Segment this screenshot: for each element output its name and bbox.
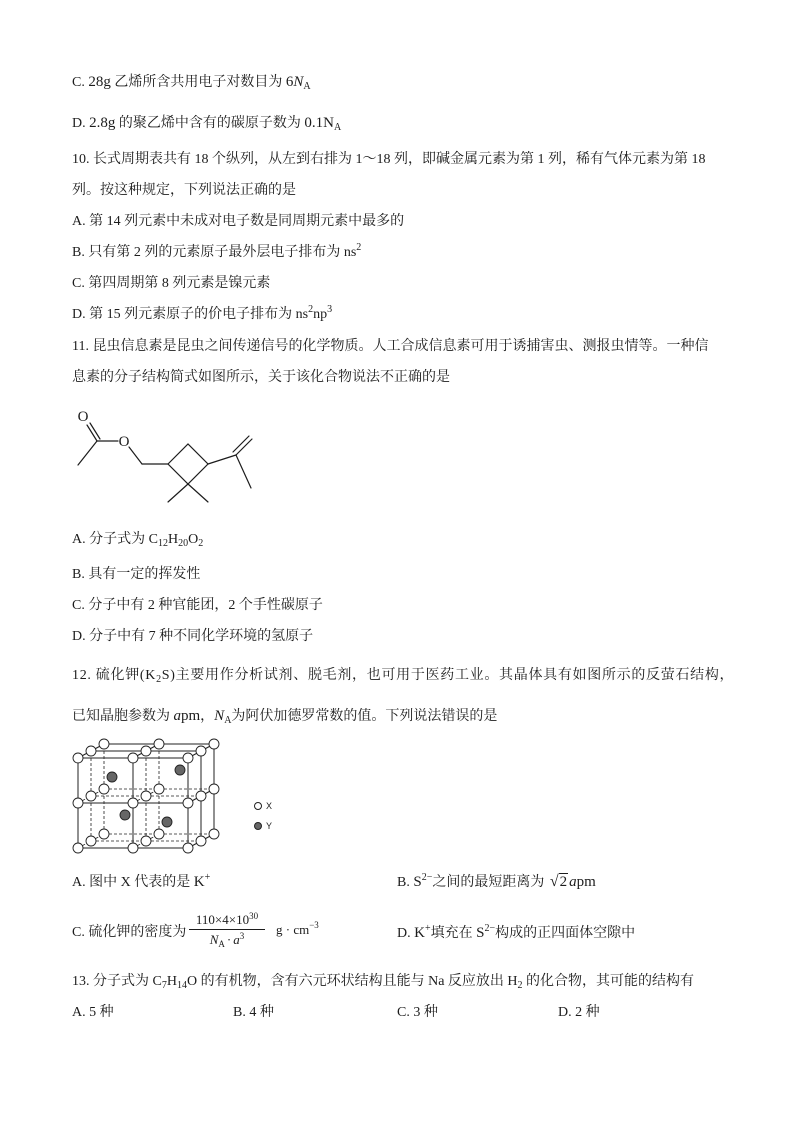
- gem-methyl-bond: [188, 484, 208, 502]
- option-text: 的聚乙烯中含有的碳原子数为: [118, 116, 301, 131]
- x-ion-atom: [86, 791, 96, 801]
- q10-option-a[interactable]: A. 第 14 列元素中未成对电子数是同周期元素中最多的: [72, 214, 405, 229]
- stem-text: 已知晶胞参数为: [72, 709, 170, 724]
- filled-circle-icon: [254, 822, 262, 830]
- y-ion-atom: [120, 810, 130, 820]
- x-ion-atom: [141, 746, 151, 756]
- comma: ，: [200, 709, 215, 724]
- y-ion-atom: [107, 772, 117, 782]
- superscript: −3: [309, 920, 319, 930]
- option-text: 乙烯所含共用电子对数目为: [114, 75, 283, 90]
- q13-option-a[interactable]: A. 5 种: [72, 1005, 114, 1020]
- superscript: 2−: [484, 923, 496, 934]
- q9-option-d[interactable]: [72, 113, 341, 135]
- avogadro-symbol: N: [323, 115, 334, 131]
- formula-s: S): [161, 668, 176, 683]
- square-root-sign: √: [549, 873, 559, 890]
- x-ion-atom: [128, 798, 138, 808]
- x-ion-atom: [154, 739, 164, 749]
- x-ion-atom: [183, 798, 193, 808]
- avogadro-symbol: N: [214, 708, 225, 724]
- ion-s: S: [413, 874, 422, 890]
- superscript: 2: [356, 242, 362, 253]
- carbonyl-double-bond: [87, 425, 97, 441]
- anti-fluorite-unit-cell: [65, 735, 225, 860]
- superscript: +: [424, 923, 431, 934]
- subscript: 14: [176, 980, 187, 991]
- avogadro-subscript: A: [303, 81, 311, 92]
- multiplication-dot: ·: [226, 932, 232, 947]
- y-ion-atom: [175, 765, 185, 775]
- superscript: 3: [239, 931, 245, 941]
- legend-x-label: X: [266, 801, 273, 811]
- legend-y-label: Y: [266, 821, 273, 831]
- fraction-numerator: [189, 911, 265, 930]
- unit-text: g · cm: [276, 922, 310, 937]
- oxygen-methylene-bond: [129, 447, 142, 464]
- superscript: 2−: [421, 872, 433, 883]
- unit: pm: [576, 874, 596, 890]
- stem-text: 12. 硫化钾: [72, 668, 140, 683]
- option-text: C. 硫化钾的密度为: [72, 925, 187, 940]
- x-ion-atom: [99, 829, 109, 839]
- density-fraction: [189, 911, 265, 950]
- stem-text: 的化合物，其可能的结构有: [522, 974, 695, 989]
- q12-stem-line-2: [72, 706, 497, 728]
- x-ion-atom: [141, 836, 151, 846]
- coefficient: 6: [285, 74, 294, 90]
- q11-stem-line-2: 息素的分子结构简式如图所示，关于该化合物说法不正确的是: [72, 370, 450, 385]
- stem-text: 13. 分子式为 C: [72, 974, 162, 989]
- x-ion-atom: [128, 843, 138, 853]
- q10-option-d[interactable]: [72, 305, 332, 326]
- stem-text: O 的有机物，含有六元环状结构且能与 Na 反应放出 H: [186, 974, 518, 989]
- gem-methyl-bond: [168, 484, 188, 502]
- q10-option-c[interactable]: C. 第四周期第 8 列元素是镍元素: [72, 276, 271, 291]
- x-ion-atom: [73, 843, 83, 853]
- subscript: 20: [178, 538, 189, 549]
- option-label: D.: [72, 116, 86, 131]
- x-ion-atom: [209, 829, 219, 839]
- avogadro-subscript: A: [333, 122, 342, 133]
- mass-value: 28g: [88, 74, 111, 90]
- orbital-text: np: [313, 307, 328, 322]
- q9-option-c[interactable]: [72, 72, 311, 94]
- ion-k: K: [414, 925, 425, 941]
- x-ion-atom: [196, 836, 206, 846]
- open-circle-icon: [254, 802, 262, 810]
- x-ion-atom: [209, 784, 219, 794]
- superscript: 30: [249, 911, 259, 921]
- ring-isopropenyl-bond: [208, 455, 236, 464]
- x-ion-atom: [86, 746, 96, 756]
- q11-option-a[interactable]: [72, 530, 203, 551]
- lattice-parameter-symbol: a: [569, 874, 577, 890]
- x-ion-atom: [73, 753, 83, 763]
- x-ion-atom: [99, 739, 109, 749]
- stem-text: 为阿伏加德罗常数的值。下列说法错误的是: [231, 709, 498, 724]
- q12-option-c[interactable]: [72, 923, 186, 943]
- q13-option-b[interactable]: B. 4 种: [233, 1005, 274, 1020]
- superscript: 2: [308, 304, 314, 315]
- q11-stem-line-1: 11. 昆虫信息素是昆虫之间传递信号的化学物质。人工合成信息素可用于诱捕害虫、测报虫情等。一种信: [72, 339, 709, 354]
- subscript: 12: [157, 538, 168, 549]
- x-ion-atom: [183, 843, 193, 853]
- option-text: A. 图中 X 代表的是: [72, 875, 191, 890]
- x-ion-atom: [196, 791, 206, 801]
- option-text: D. 第 15 列元素原子的价电子排布为 ns: [72, 307, 309, 322]
- q12-option-a[interactable]: [72, 872, 210, 894]
- x-ion-atom: [141, 791, 151, 801]
- superscript: 3: [327, 304, 333, 315]
- q10-stem-line-2: 列。按这种规定，下列说法正确的是: [72, 183, 296, 198]
- q11-option-b[interactable]: B. 具有一定的挥发性: [72, 567, 201, 582]
- subscript: 2: [156, 674, 162, 685]
- y-ion-atom: [162, 817, 172, 827]
- x-ion-atom: [154, 784, 164, 794]
- option-text: A. 分子式为: [72, 532, 146, 547]
- stem-text: H: [166, 974, 177, 989]
- x-ion-atom: [128, 753, 138, 763]
- q12-stem-line-1: [72, 666, 734, 687]
- molecule-skeletal-formula: [60, 400, 265, 510]
- option-label: C.: [72, 75, 85, 90]
- cyclobutane-ring: [168, 444, 208, 484]
- stem-text: 主要用作分析试剂、脱毛剂，也可用于医药工业。其晶体具有如图所示的反萤石结构，: [175, 668, 735, 683]
- option-text: 填充在: [430, 926, 473, 941]
- option-label: B.: [397, 875, 410, 890]
- mass-value: 2.8g: [89, 115, 116, 131]
- option-text: B. 只有第 2 列的元素原子最外层电子排布为 ns: [72, 245, 357, 260]
- isopropenyl-methyl-bond: [236, 455, 251, 488]
- q10-stem-line-1: 10. 长式周期表共有 18 个纵列，从左到右排为 1～18 列，即碱金属元素为第 1 列，稀有气体元素为第 18: [72, 152, 706, 167]
- option-text: 构成的正四面体空隙中: [495, 926, 636, 941]
- avogadro-subscript: A: [218, 939, 225, 949]
- coefficient: 0.1: [304, 115, 324, 131]
- q13-option-c[interactable]: C. 3 种: [397, 1005, 438, 1020]
- subscript: 2: [517, 980, 523, 991]
- element-o: O: [188, 532, 199, 547]
- formula-k: (K: [139, 668, 157, 683]
- avogadro-symbol: N: [293, 74, 304, 90]
- option-label: D.: [397, 926, 411, 941]
- q10-option-b[interactable]: [72, 243, 361, 264]
- ester-oxygen-label: O: [118, 434, 130, 450]
- q11-option-c[interactable]: C. 分子中有 2 种官能团，2 个手性碳原子: [72, 598, 323, 613]
- density-unit: [276, 920, 319, 941]
- q13-stem: [72, 972, 694, 993]
- q11-option-d[interactable]: D. 分子中有 7 种不同化学环境的氢原子: [72, 629, 314, 644]
- fraction-denominator: [189, 930, 265, 950]
- unit: pm: [181, 708, 201, 724]
- q13-option-d[interactable]: D. 2 种: [558, 1005, 600, 1020]
- q12-option-d[interactable]: [397, 923, 635, 945]
- carbonyl-oxygen-label: O: [77, 409, 89, 425]
- option-text: 之间的最短距离为: [432, 875, 545, 890]
- lattice-parameter-symbol: a: [233, 932, 240, 947]
- superscript: +: [204, 872, 211, 883]
- element-c: C: [148, 532, 158, 547]
- x-ion-atom: [209, 739, 219, 749]
- x-ion-atom: [183, 753, 193, 763]
- subscript: 7: [161, 980, 167, 991]
- carbonyl-double-bond: [90, 423, 100, 439]
- x-ion-atom: [196, 746, 206, 756]
- lattice-parameter-symbol: a: [173, 708, 181, 724]
- x-ion-atom: [73, 798, 83, 808]
- avogadro-subscript: A: [224, 715, 232, 726]
- ion-k: K: [193, 874, 205, 890]
- element-h: H: [167, 532, 179, 547]
- radicand: 2: [559, 874, 568, 890]
- q12-option-b[interactable]: [397, 872, 596, 894]
- ion-s: S: [476, 925, 485, 941]
- x-ion-atom: [154, 829, 164, 839]
- x-ion-atom: [99, 784, 109, 794]
- avogadro-symbol: N: [209, 932, 219, 947]
- numerator-text: 110×4×10: [195, 912, 250, 927]
- methyl-bond: [78, 441, 97, 465]
- subscript: 2: [198, 538, 204, 549]
- molecule-bonds: [78, 423, 252, 502]
- x-ion-atom: [86, 836, 96, 846]
